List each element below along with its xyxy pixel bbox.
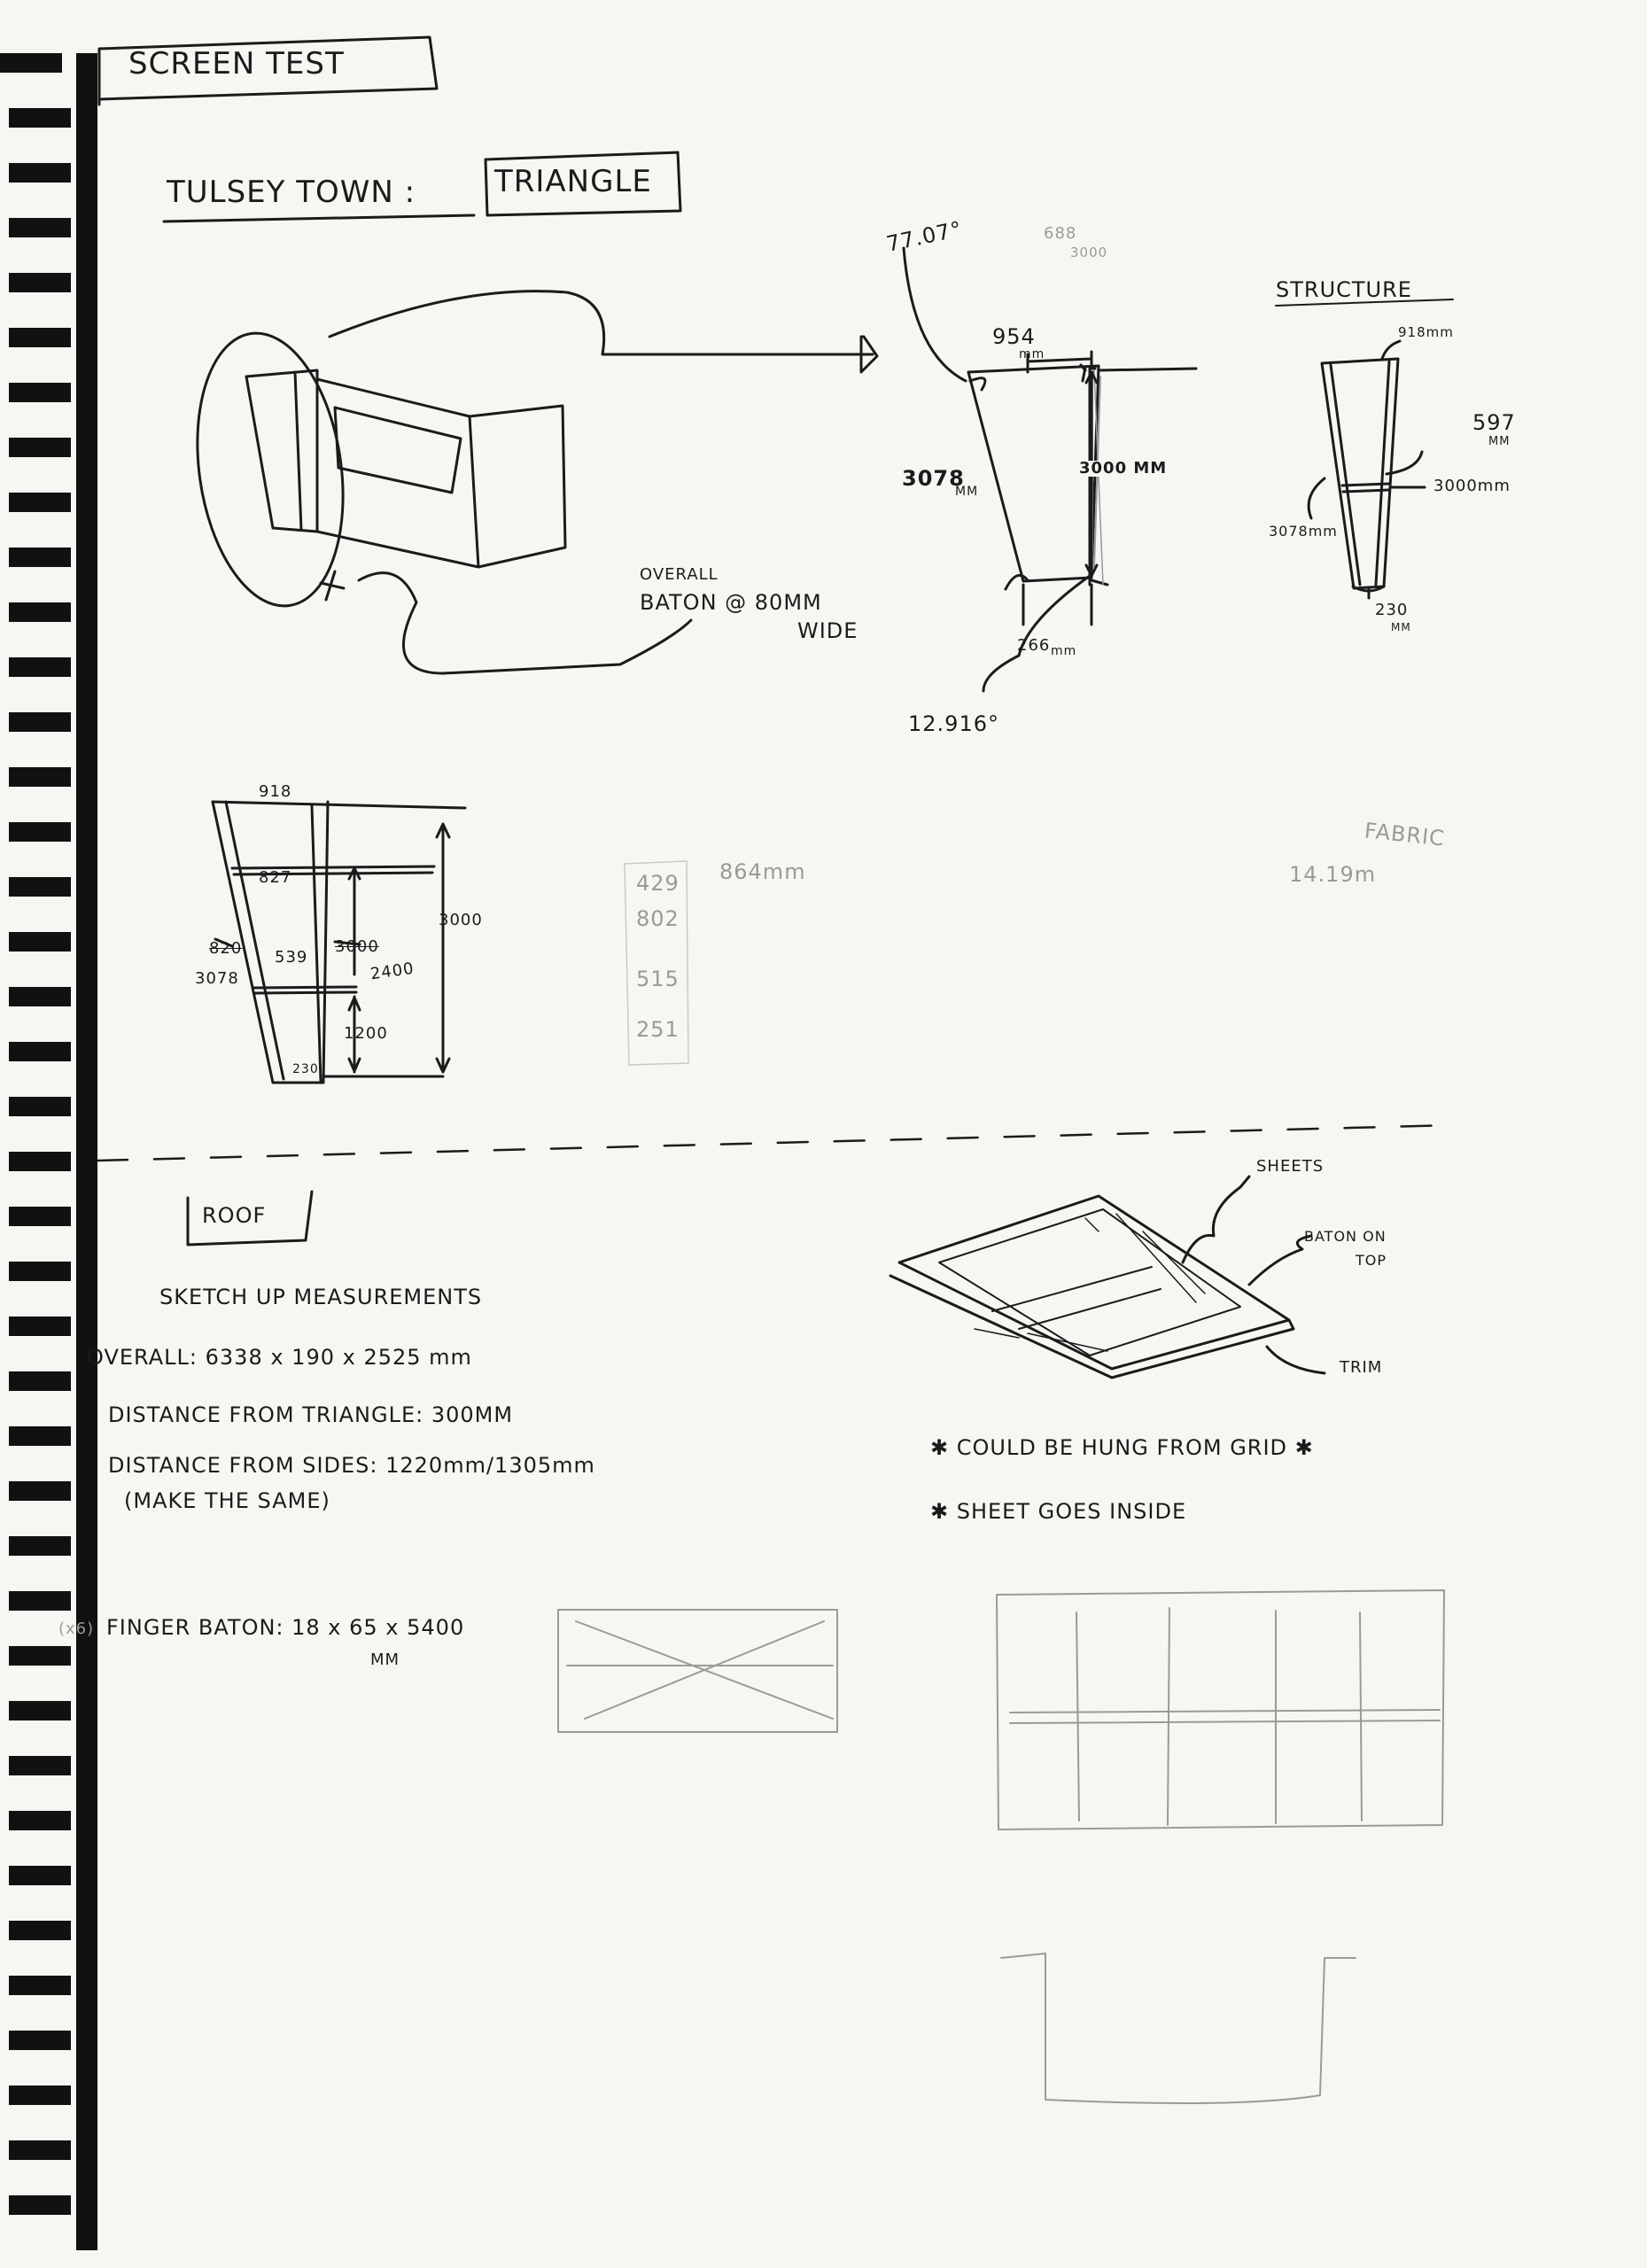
bottom-width: 266	[1017, 636, 1051, 655]
top-width: 954	[992, 324, 1036, 349]
angle-bottom: 12.916°	[908, 711, 999, 736]
pencil-value-3: 515	[636, 967, 680, 991]
structure-label: STRUCTURE	[1276, 277, 1412, 302]
overall-note-2: BATON @ 80MM	[640, 590, 822, 615]
slant-length: 3078	[902, 466, 965, 491]
structure-middle: 597	[1472, 410, 1516, 435]
page-title: SCREEN TEST	[128, 46, 345, 82]
roof-overall: OVERALL: 6338 x 190 x 2525 mm	[87, 1345, 472, 1370]
slant-unit: MM	[955, 485, 979, 499]
fabric-value: 14.19m	[1289, 862, 1377, 887]
heading-underline	[164, 215, 474, 221]
make-same: (MAKE THE SAME)	[124, 1488, 330, 1513]
frame-bottom: 230	[292, 1062, 319, 1076]
frame-crossed-left: 820	[209, 939, 243, 958]
baton-label-1: BATON ON	[1304, 1228, 1387, 1245]
ratio-bottom: 3000	[1070, 245, 1108, 260]
frame-1200: 1200	[344, 1024, 388, 1043]
structure-height: 3000mm	[1433, 477, 1511, 495]
note-grid: ✱ COULD BE HUNG FROM GRID ✱	[930, 1435, 1314, 1460]
structure-side: 3078mm	[1269, 523, 1338, 540]
frame-2400: 2400	[369, 959, 416, 984]
roof-heading: ROOF	[202, 1203, 267, 1228]
finger-baton: FINGER BATON: 18 x 65 x 5400	[106, 1615, 465, 1640]
note-sheet: ✱ SHEET GOES INSIDE	[930, 1499, 1187, 1524]
frame-total: 3000	[439, 911, 483, 929]
section-heading: TULSEY TOWN :	[167, 175, 416, 210]
frame-top: 918	[259, 782, 292, 801]
structure-top: 918mm	[1398, 324, 1454, 340]
roof-sketch	[890, 1177, 1325, 1378]
pencil-value-4: 251	[636, 1017, 680, 1042]
side-height: 3000 MM	[1079, 459, 1168, 478]
overall-note-1: OVERALL	[640, 565, 719, 584]
section-divider	[97, 1125, 1453, 1161]
distance-sides: DISTANCE FROM SIDES: 1220mm/1305mm	[108, 1453, 595, 1478]
frame-rung-1: 827	[259, 868, 292, 887]
fabric-label: FABRIC	[1363, 818, 1447, 851]
finger-qty: (x6)	[58, 1619, 95, 1638]
pencil-value-1: 429	[636, 871, 680, 896]
sketchup-title: SKETCH UP MEASUREMENTS	[159, 1285, 483, 1309]
angle-top: 77.07°	[884, 216, 965, 257]
top-width-unit: mm	[1019, 347, 1045, 361]
structure-bottom-unit: MM	[1391, 621, 1411, 633]
structure-sketch	[1276, 299, 1453, 598]
pencil-value-2: 802	[636, 906, 680, 931]
trim-label: TRIM	[1340, 1358, 1383, 1377]
measure-864: 864mm	[719, 859, 806, 884]
finger-unit: MM	[370, 1651, 400, 1669]
frame-crossed-mid: 3000	[335, 937, 379, 956]
baton-label-2: TOP	[1356, 1252, 1387, 1269]
frame-rung-2: 539	[275, 948, 308, 967]
bottom-width-unit: mm	[1051, 644, 1077, 658]
structure-bottom: 230	[1375, 601, 1409, 619]
frame-left: 3078	[195, 969, 239, 988]
sheets-label: SHEETS	[1256, 1157, 1325, 1176]
triangle-3d-sketch	[181, 291, 877, 673]
pencil-roof-doodles	[558, 1590, 1444, 2103]
spiral-binding	[0, 53, 97, 2250]
distance-triangle: DISTANCE FROM TRIANGLE: 300MM	[108, 1402, 514, 1427]
triangle-heading: TRIANGLE	[494, 164, 652, 199]
overall-note-3: WIDE	[797, 618, 858, 643]
structure-middle-unit: MM	[1488, 435, 1511, 448]
ratio-top: 688	[1044, 224, 1077, 243]
